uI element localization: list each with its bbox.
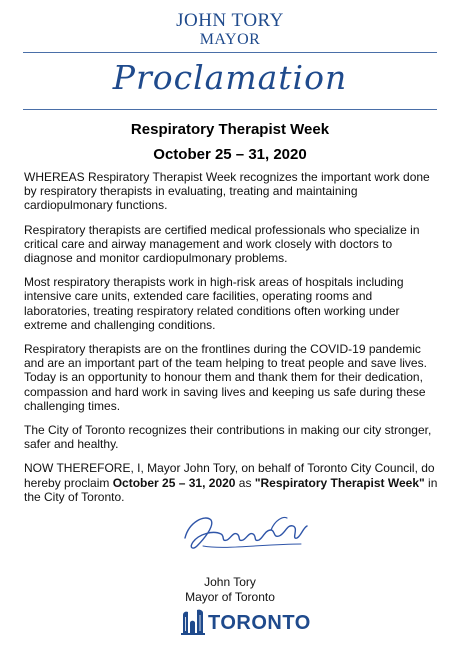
signatory-name: John Tory [204, 575, 256, 589]
toronto-city-hall-icon [180, 609, 206, 635]
header-divider-bottom [23, 109, 437, 110]
proclaim-dates: October 25 – 31, 2020 [112, 475, 236, 490]
proclamation-dates: October 25 – 31, 2020 [153, 146, 307, 163]
body-paragraph: Respiratory therapists are on the frontlines during the COVID-19 pandemic and are an important part of the team helping to treat people and save lives. Today is an opportunity to honour them and thank them for their dedication, compassion and hard work in saving lives and keeping us safe during these challenging times. [24, 342, 427, 413]
proclaim-outro: in the City of Toronto. [24, 475, 438, 504]
signatory-role: Mayor of Toronto [185, 590, 275, 604]
mayor-name-header: JOHN TORY [176, 10, 284, 31]
body-paragraph: Respiratory therapists are certified medical professionals who specialize in critical care and airway management and work closely with doctors to diagnose and monitor cardiopulmonary problems. [24, 222, 420, 266]
proclaim-week-name: "Respiratory Therapist Week" [254, 475, 425, 490]
proclaim-paragraph [24, 461, 440, 504]
proclaim-intro: NOW THEREFORE, I, Mayor John Tory, on behalf of Toronto City Council, do hereby proclaim [24, 461, 435, 490]
whereas-paragraph: WHEREAS Respiratory Therapist Week recognizes the important work done by respiratory therapists in evaluating, treating and maintaining cardiopulmonary functions. [24, 170, 430, 213]
proclamation-title: Respiratory Therapist Week [130, 121, 330, 138]
body-paragraph: The City of Toronto recognizes their contributions in making our city stronger, safer and healthy. [24, 423, 432, 452]
mayor-title-header: MAYOR [199, 31, 261, 48]
proclamation-heading: Proclamation [112, 58, 348, 97]
proclamation-body [24, 170, 440, 514]
handwritten-signature [175, 500, 315, 560]
body-paragraph: Most respiratory therapists work in high-risk areas of hospitals including intensive care units, extended care facilities, operating rooms and laboratories, treating respiratory related conditions often working under extreme and challenging conditions. [24, 275, 404, 332]
toronto-wordmark: TORONTO [208, 612, 311, 634]
proclaim-middle: as [235, 475, 255, 490]
toronto-logo [180, 607, 311, 637]
header-divider-top [23, 52, 437, 53]
